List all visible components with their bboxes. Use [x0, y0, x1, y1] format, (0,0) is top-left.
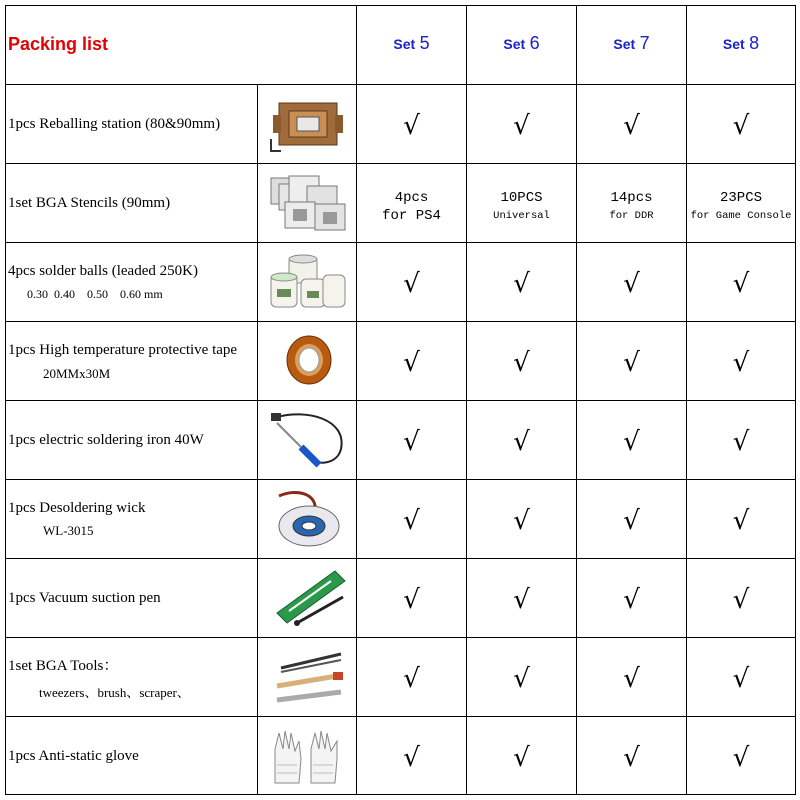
set-7-header: Set 7 — [613, 33, 650, 53]
item-name: 1pcs High temperature protective tape — [8, 342, 238, 358]
check-mark-row1-set6: √ — [513, 111, 530, 141]
check-mark-row6-set5: √ — [403, 506, 420, 536]
check-mark-row7-set7: √ — [623, 585, 640, 615]
check-mark-row7-set6: √ — [513, 585, 530, 615]
check-mark-row8-set5: √ — [403, 664, 420, 694]
check-mark-row8-set7: √ — [623, 664, 640, 694]
item-detail: WL-3015 — [43, 523, 94, 538]
page-title: Packing list — [8, 34, 109, 54]
check-mark-row3-set5: √ — [403, 269, 420, 299]
check-mark-row7-set8: √ — [732, 585, 750, 615]
check-mark-row4-set5: √ — [403, 348, 420, 378]
desoldering-wick-icon — [267, 488, 349, 550]
check-mark-row7-set5: √ — [403, 585, 420, 615]
check-mark-row1-set7: √ — [623, 111, 640, 141]
packing-list-table — [5, 5, 796, 794]
tape-icon — [267, 330, 349, 392]
check-mark-row1-set8: √ — [732, 111, 750, 141]
set-6-header: Set 6 — [503, 33, 540, 53]
check-mark-row8-set6: √ — [513, 664, 530, 694]
check-mark-row3-set8: √ — [732, 269, 750, 299]
item-name: 1pcs Desoldering wick — [8, 500, 146, 516]
set-5-header: Set 5 — [393, 33, 430, 53]
stencil-qty-set-8: 23PCS for Game Console — [690, 190, 792, 222]
check-mark-row6-set8: √ — [732, 506, 750, 536]
check-mark-row4-set8: √ — [732, 348, 750, 378]
check-mark-row1-set5: √ — [403, 111, 420, 141]
check-mark-row8-set8: √ — [732, 664, 750, 694]
item-name: 1pcs Reballing station (80&90mm) — [8, 116, 221, 132]
check-mark-row6-set6: √ — [513, 506, 530, 536]
stencil-qty-set-6: 10PCS Universal — [493, 190, 550, 222]
check-mark-row4-set7: √ — [623, 348, 640, 378]
soldering-iron-icon — [267, 409, 349, 471]
check-mark-row9-set8: √ — [732, 743, 750, 773]
check-mark-row3-set6: √ — [513, 269, 530, 299]
check-mark-row5-set6: √ — [513, 427, 530, 457]
check-mark-row4-set6: √ — [513, 348, 530, 378]
check-mark-row9-set7: √ — [623, 743, 640, 773]
check-mark-row5-set7: √ — [623, 427, 640, 457]
item-detail: tweezers、brush、scraper、 — [39, 685, 190, 700]
reballing-station-icon — [267, 95, 349, 153]
item-detail: 0.30 0.40 0.50 0.60 mm — [27, 287, 163, 301]
check-mark-row3-set7: √ — [623, 269, 640, 299]
item-name: 1pcs Anti-static glove — [8, 748, 139, 764]
check-mark-row5-set8: √ — [732, 427, 750, 457]
check-mark-row9-set5: √ — [403, 743, 420, 773]
item-name: 4pcs solder balls (leaded 250K) — [8, 263, 198, 279]
item-name: 1set BGA Tools： — [8, 658, 119, 674]
set-8-header: Set 8 — [722, 33, 760, 53]
item-name: 1set BGA Stencils (90mm) — [8, 195, 171, 211]
stencil-qty-set-7: 14pcs for DDR — [609, 190, 654, 222]
check-mark-row5-set5: √ — [403, 427, 420, 457]
glove-icon — [267, 725, 349, 787]
item-detail: 20MMx30M — [43, 366, 111, 381]
check-mark-row6-set7: √ — [623, 506, 640, 536]
check-mark-row9-set6: √ — [513, 743, 530, 773]
stencil-qty-set-5: 4pcs for PS4 — [382, 190, 441, 224]
vacuum-pen-icon — [267, 567, 349, 629]
item-name: 1pcs electric soldering iron 40W — [8, 432, 204, 448]
bga-stencils-icon — [267, 172, 349, 234]
solder-balls-icon — [267, 251, 349, 313]
item-name: 1pcs Vacuum suction pen — [8, 590, 161, 606]
bga-tools-icon — [267, 646, 349, 708]
